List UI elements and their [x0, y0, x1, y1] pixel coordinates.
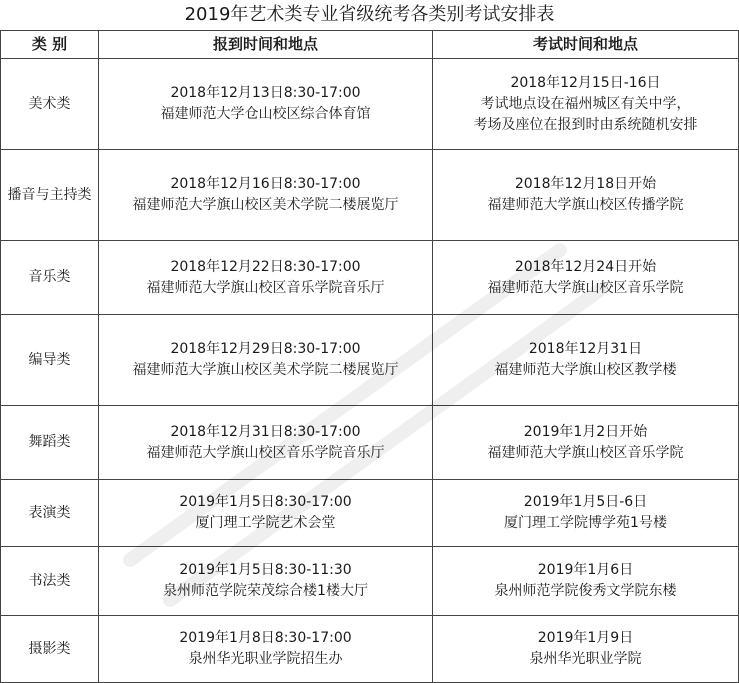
- row-category: 播音与主持类: [1, 150, 99, 241]
- table-row: [1, 547, 739, 616]
- exam-time: 2018年12月31日: [528, 341, 643, 357]
- table-row: [1, 315, 739, 406]
- registration-time: 2018年12月13日8:30-17:00: [170, 85, 361, 101]
- table-header-row: [1, 31, 739, 59]
- registration-place: 泉州师范学院荣茂综合楼1楼大厅: [163, 583, 368, 599]
- row-category: 书法类: [1, 547, 99, 616]
- row-exam: [433, 480, 739, 547]
- header-registration: 报到时间和地点: [99, 31, 433, 59]
- row-category: 舞蹈类: [1, 406, 99, 480]
- exam-time: 2019年1月6日: [537, 562, 634, 578]
- exam-place: 福建师范大学旗山校区音乐学院: [487, 279, 684, 296]
- table-row: [1, 150, 739, 241]
- row-exam: [433, 241, 739, 315]
- row-exam: [433, 616, 739, 683]
- header-category: 类 别: [1, 31, 99, 59]
- exam-place: 考试地点设在福州城区有关中学，: [480, 95, 691, 112]
- exam-time: 2019年1月9日: [537, 630, 634, 646]
- row-exam: [433, 547, 739, 616]
- exam-place: 泉州师范学院俊秀文学院东楼: [494, 583, 677, 599]
- row-registration: [99, 59, 433, 150]
- exam-place: 厦门理工学院博学苑1号楼: [504, 515, 667, 531]
- registration-place: 厦门理工学院艺术会堂: [195, 515, 336, 531]
- table-row: [1, 241, 739, 315]
- row-exam: [433, 406, 739, 480]
- registration-time: 2019年1月8日8:30-17:00: [179, 630, 352, 646]
- row-category: 编导类: [1, 315, 99, 406]
- exam-place: 福建师范大学旗山校区音乐学院: [487, 444, 684, 461]
- exam-time: 2019年1月5日-6日: [523, 494, 648, 510]
- registration-time: 2018年12月29日8:30-17:00: [170, 341, 361, 357]
- row-exam: [433, 315, 739, 406]
- exam-time: 2018年12月15日-16日: [510, 74, 661, 91]
- table-row: [1, 480, 739, 547]
- registration-time: 2018年12月16日8:30-17:00: [170, 176, 361, 192]
- row-registration: [99, 616, 433, 683]
- page-title: 2019年艺术类专业省级统考各类别考试安排表: [184, 4, 555, 25]
- row-registration: [99, 480, 433, 547]
- registration-place: 泉州华光职业学院招生办: [188, 651, 343, 667]
- row-category: 表演类: [1, 480, 99, 547]
- row-category: 美术类: [1, 59, 99, 150]
- row-exam: [433, 59, 739, 150]
- registration-time: 2019年1月5日8:30-17:00: [179, 494, 352, 510]
- exam-place: 福建师范大学旗山校区教学楼: [494, 362, 677, 378]
- row-registration: [99, 547, 433, 616]
- exam-schedule-table: [0, 30, 739, 683]
- row-exam: [433, 150, 739, 241]
- table-row: [1, 616, 739, 683]
- row-category: 音乐类: [1, 241, 99, 315]
- registration-place: 福建师范大学旗山校区美术学院二楼展览厅: [132, 362, 399, 378]
- registration-time: 2018年12月31日8:30-17:00: [170, 423, 361, 440]
- registration-time: 2019年1月5日8:30-11:30: [179, 562, 352, 578]
- row-category: 摄影类: [1, 616, 99, 683]
- exam-time: 2018年12月24日开始: [514, 258, 657, 275]
- table-row: [1, 406, 739, 480]
- table-row: [1, 59, 739, 150]
- exam-place: 泉州华光职业学院: [529, 651, 642, 667]
- row-registration: [99, 315, 433, 406]
- registration-place: 福建师范大学旗山校区音乐学院音乐厅: [146, 444, 385, 461]
- registration-time: 2018年12月22日8:30-17:00: [170, 258, 361, 275]
- row-registration: [99, 406, 433, 480]
- registration-place: 福建师范大学仓山校区综合体育馆: [160, 106, 371, 122]
- registration-place: 福建师范大学旗山校区音乐学院音乐厅: [146, 279, 385, 296]
- row-registration: [99, 241, 433, 315]
- header-exam: 考试时间和地点: [433, 31, 739, 59]
- exam-note: 考场及座位在报到时由系统随机安排: [473, 116, 698, 133]
- registration-place: 福建师范大学旗山校区美术学院二楼展览厅: [132, 197, 399, 213]
- exam-place: 福建师范大学旗山校区传播学院: [487, 197, 684, 213]
- row-registration: [99, 150, 433, 241]
- exam-time: 2018年12月18日开始: [514, 176, 657, 192]
- exam-time: 2019年1月2日开始: [523, 423, 648, 440]
